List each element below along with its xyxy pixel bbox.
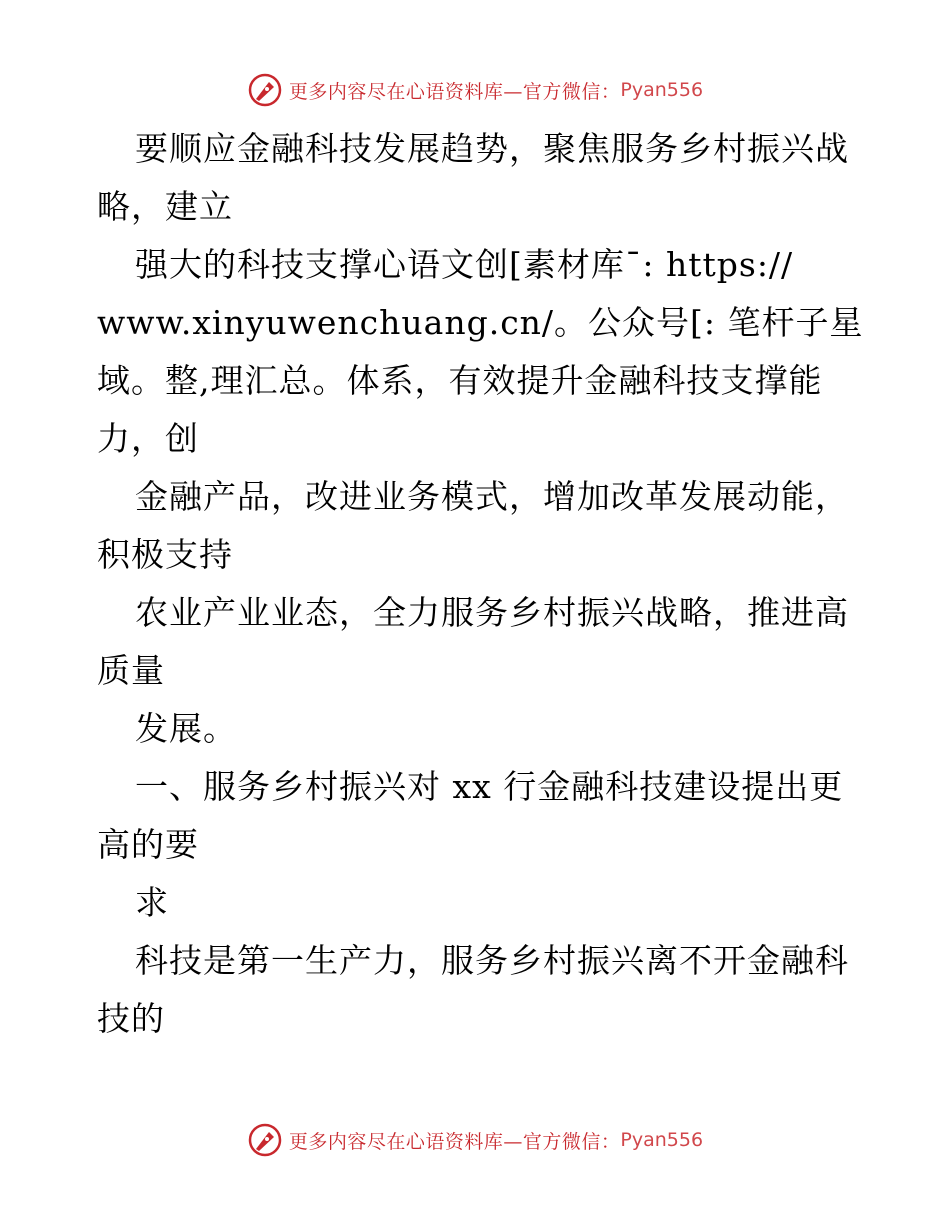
- banner-wechat-id: Pyan556: [620, 1129, 704, 1151]
- text-line: 要顺应金融科技发展趋势，聚焦服务乡村振兴战: [135, 129, 849, 168]
- document-body: [97, 120, 867, 1048]
- text-line: www.xinyuwenchuang.cn/。公众号[: 笔杆子星: [97, 303, 864, 342]
- pen-nib-logo-icon: [247, 72, 283, 108]
- pen-nib-logo-icon: [247, 1122, 283, 1158]
- text-line: 发展。: [135, 709, 237, 748]
- text-line: 质量: [97, 651, 165, 690]
- text-line: 力，创: [97, 419, 199, 458]
- banner-text: 更多内容尽在心语资料库—官方微信：: [288, 80, 621, 103]
- header-banner: [0, 70, 950, 110]
- banner-text: 更多内容尽在心语资料库—官方微信：: [288, 1130, 621, 1153]
- text-line: 农业产业业态，全力服务乡村振兴战略，推进高: [135, 593, 849, 632]
- section-heading-line: 一、服务乡村振兴对 xx 行金融科技建设提出更: [135, 767, 844, 806]
- section-heading-line: 高的要: [97, 825, 199, 864]
- section-heading-line: 求: [135, 883, 169, 922]
- text-line: 域。整,理汇总。体系，有效提升金融科技支撑能: [97, 361, 823, 400]
- text-line: 积极支持: [97, 535, 233, 574]
- text-line: 金融产品，改进业务模式，增加改革发展动能，: [135, 477, 849, 516]
- text-line: 科技是第一生产力，服务乡村振兴离不开金融科: [135, 941, 849, 980]
- banner-wechat-id: Pyan556: [620, 79, 704, 101]
- footer-banner: [0, 1120, 950, 1160]
- text-line: 技的: [97, 999, 165, 1038]
- text-line: 强大的科技支撑心语文创[素材库¯: https://: [135, 245, 794, 284]
- text-line: 略，建立: [97, 187, 233, 226]
